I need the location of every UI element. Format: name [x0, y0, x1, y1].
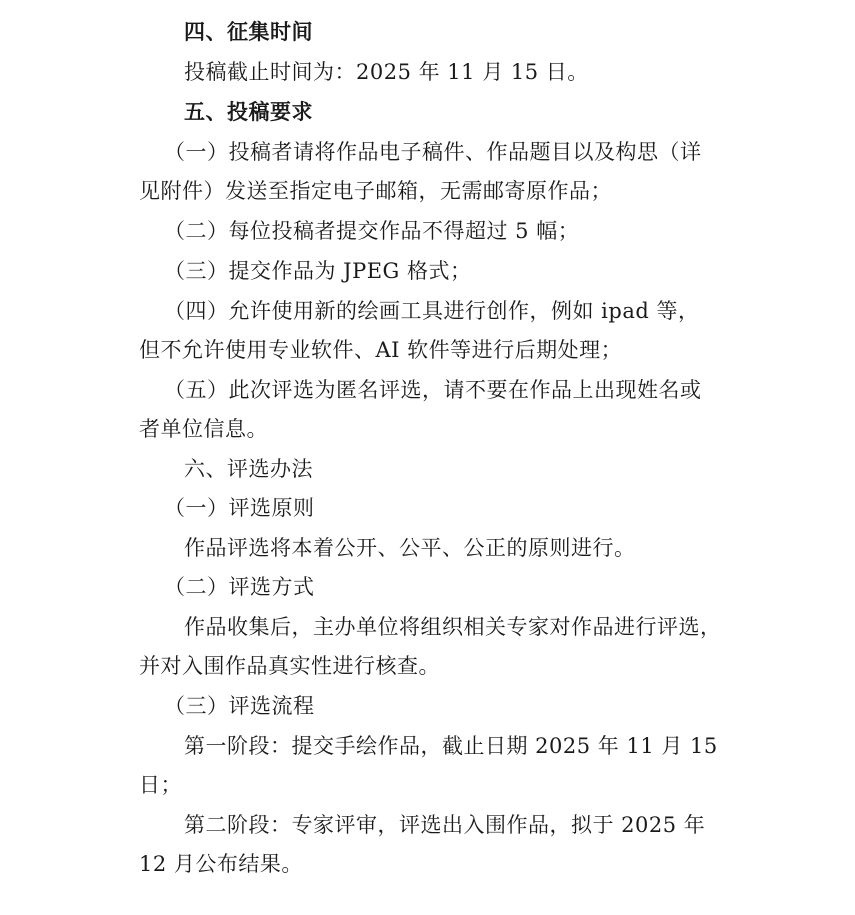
requirement-5-line-1: （五）此次评选为匿名评选，请不要在作品上出现姓名或 [164, 378, 702, 402]
stage-2-line-1: 第二阶段：专家评审，评选出入围作品，拟于 2025 年 [184, 813, 706, 837]
paragraph-deadline: 投稿截止时间为：2025 年 11 月 15 日。 [184, 60, 589, 84]
requirement-1-line-1: （一）投稿者请将作品电子稿件、作品题目以及构思（详 [164, 140, 702, 164]
stage-2-line-2: 12 月公布结果。 [139, 852, 303, 876]
section-heading-evaluation-method: 六、评选办法 [184, 457, 313, 481]
stage-1-line-2: 日； [139, 773, 182, 797]
requirement-2: （二）每位投稿者提交作品不得超过 5 幅； [164, 219, 580, 243]
subheading-evaluation-principle: （一）评选原则 [164, 496, 315, 520]
requirement-3: （三）提交作品为 JPEG 格式； [164, 259, 472, 283]
paragraph-evaluation-approach-line-1: 作品收集后，主办单位将组织相关专家对作品进行评选， [184, 615, 722, 639]
paragraph-evaluation-approach-line-2: 并对入围作品真实性进行核查。 [139, 654, 440, 678]
subheading-evaluation-approach: （二）评选方式 [164, 575, 315, 599]
requirement-5-line-2: 者单位信息。 [139, 417, 268, 441]
stage-1-line-1: 第一阶段：提交手绘作品，截止日期 2025 年 11 月 15 [184, 734, 718, 758]
subheading-evaluation-process: （三）评选流程 [164, 694, 315, 718]
requirement-1-line-2: 见附件）发送至指定电子邮箱，无需邮寄原作品； [139, 179, 612, 203]
requirement-4-line-2: 但不允许使用专业软件、AI 软件等进行后期处理； [139, 338, 623, 362]
section-heading-collection-time: 四、征集时间 [184, 20, 313, 44]
requirement-4-line-1: （四）允许使用新的绘画工具进行创作，例如 ipad 等， [164, 299, 700, 323]
paragraph-evaluation-principle: 作品评选将本着公开、公平、公正的原则进行。 [184, 536, 636, 560]
section-heading-submission-requirements: 五、投稿要求 [184, 100, 313, 124]
